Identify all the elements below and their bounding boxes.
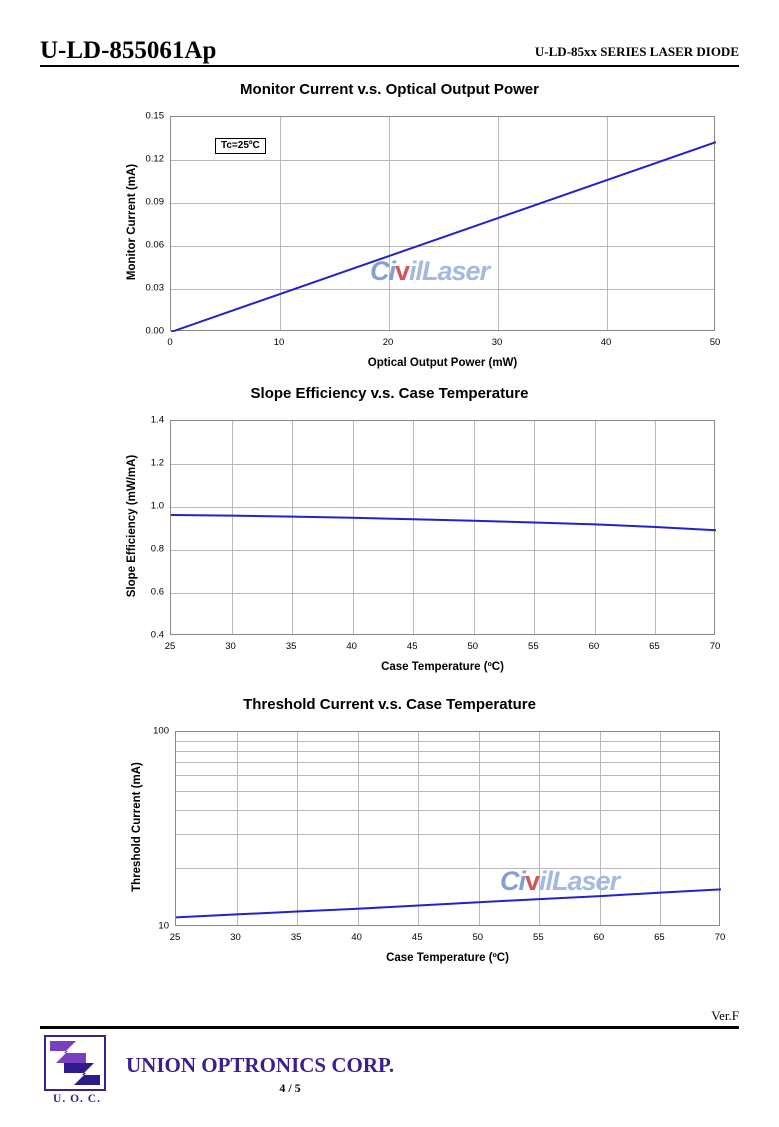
- plot-frame: [175, 731, 720, 926]
- x-axis-tick-label: 10: [273, 337, 285, 348]
- x-axis-tick-label: 70: [709, 641, 721, 652]
- x-axis-tick-label: 50: [709, 337, 721, 348]
- y-axis-label: Monitor Current (mA): [126, 163, 138, 280]
- x-axis-tick-label: 70: [714, 932, 726, 943]
- x-axis-tick-label: 50: [467, 641, 479, 652]
- x-axis-tick-label: 20: [382, 337, 394, 348]
- watermark: CivilLaser: [370, 256, 490, 286]
- footer-divider: [40, 1026, 739, 1029]
- chart-title: Monitor Current v.s. Optical Output Power: [240, 81, 539, 98]
- chart-plot-area: [40, 713, 739, 988]
- x-axis-tick-label: 45: [411, 932, 423, 943]
- page-number: 4 / 5: [279, 1081, 301, 1095]
- x-axis-tick-label: 25: [169, 932, 181, 943]
- x-axis-tick-label: 40: [600, 337, 612, 348]
- watermark: CivilLaser: [500, 866, 620, 896]
- x-axis-tick-label: 45: [406, 641, 418, 652]
- chart-monitor-current: [40, 81, 739, 369]
- x-axis-tick-label: 25: [164, 641, 176, 652]
- y-axis-tick-label: 0.09: [145, 196, 164, 208]
- chart-title: Threshold Current v.s. Case Temperature: [243, 696, 536, 713]
- version-label: Ver.F: [711, 1008, 739, 1023]
- x-axis-tick-label: 55: [533, 932, 544, 943]
- chart-plot-area: [40, 98, 739, 369]
- header-series-label: U-LD-85xx SERIES LASER DIODE: [534, 44, 739, 59]
- y-axis-label: Slope Efficiency (mW/mA): [126, 454, 138, 597]
- y-axis-tick-label: 0.06: [145, 239, 164, 251]
- x-axis-tick-label: 50: [472, 932, 484, 943]
- page-header: [40, 0, 739, 67]
- y-axis-tick-label: 1.0: [150, 500, 164, 512]
- chart-annotation: Tc=25ºC: [215, 138, 266, 154]
- x-axis-tick-label: 0: [167, 337, 173, 348]
- y-axis-tick-label: 1.2: [150, 457, 164, 469]
- y-axis-tick-label: 100: [153, 725, 169, 737]
- x-axis-tick-label: 60: [588, 641, 600, 652]
- chart-slope-efficiency: [40, 385, 739, 682]
- chart-threshold-current: [40, 696, 739, 988]
- logo-caption: U. O. C.: [53, 1093, 101, 1105]
- x-axis-label: Optical Output Power (mW): [367, 357, 518, 369]
- x-axis-label: Case Temperature (ºC): [386, 952, 509, 964]
- x-axis-tick-label: 30: [491, 337, 503, 348]
- series-line: [176, 732, 721, 927]
- chart-title: Slope Efficiency v.s. Case Temperature: [250, 385, 529, 402]
- uoc-logo: [40, 1035, 114, 1109]
- company-name: UNION OPTRONICS CORP.: [126, 1053, 395, 1077]
- x-axis-tick-label: 40: [346, 641, 357, 652]
- y-axis-tick-label: 0.4: [150, 629, 164, 641]
- series-line: [171, 421, 716, 636]
- plot-frame: [170, 420, 715, 635]
- y-axis-tick-label: 0.00: [145, 325, 164, 337]
- x-axis-tick-label: 65: [654, 932, 665, 943]
- y-axis-tick-label: 0.15: [145, 110, 164, 122]
- footer-content: [40, 1035, 739, 1109]
- x-axis-tick-label: 35: [285, 641, 297, 652]
- x-axis-tick-label: 30: [230, 932, 241, 943]
- page-footer: [40, 1008, 739, 1109]
- y-axis-tick-label: 0.8: [150, 543, 164, 555]
- y-axis-tick-label: 10: [158, 920, 169, 932]
- y-axis-label: Threshold Current (mA): [131, 761, 143, 892]
- y-axis-tick-label: 0.03: [145, 282, 164, 294]
- x-axis-label: Case Temperature (ºC): [381, 661, 504, 673]
- x-axis-tick-label: 65: [649, 641, 660, 652]
- y-axis-tick-label: 0.6: [150, 586, 164, 598]
- x-axis-tick-label: 30: [225, 641, 236, 652]
- page-title: U-LD-855061Ap: [40, 37, 217, 64]
- y-axis-tick-label: 0.12: [145, 153, 164, 165]
- x-axis-tick-label: 60: [593, 932, 605, 943]
- x-axis-tick-label: 40: [351, 932, 362, 943]
- y-axis-tick-label: 1.4: [150, 414, 164, 426]
- chart-plot-area: [40, 402, 739, 682]
- x-axis-tick-label: 35: [290, 932, 302, 943]
- x-axis-tick-label: 55: [528, 641, 539, 652]
